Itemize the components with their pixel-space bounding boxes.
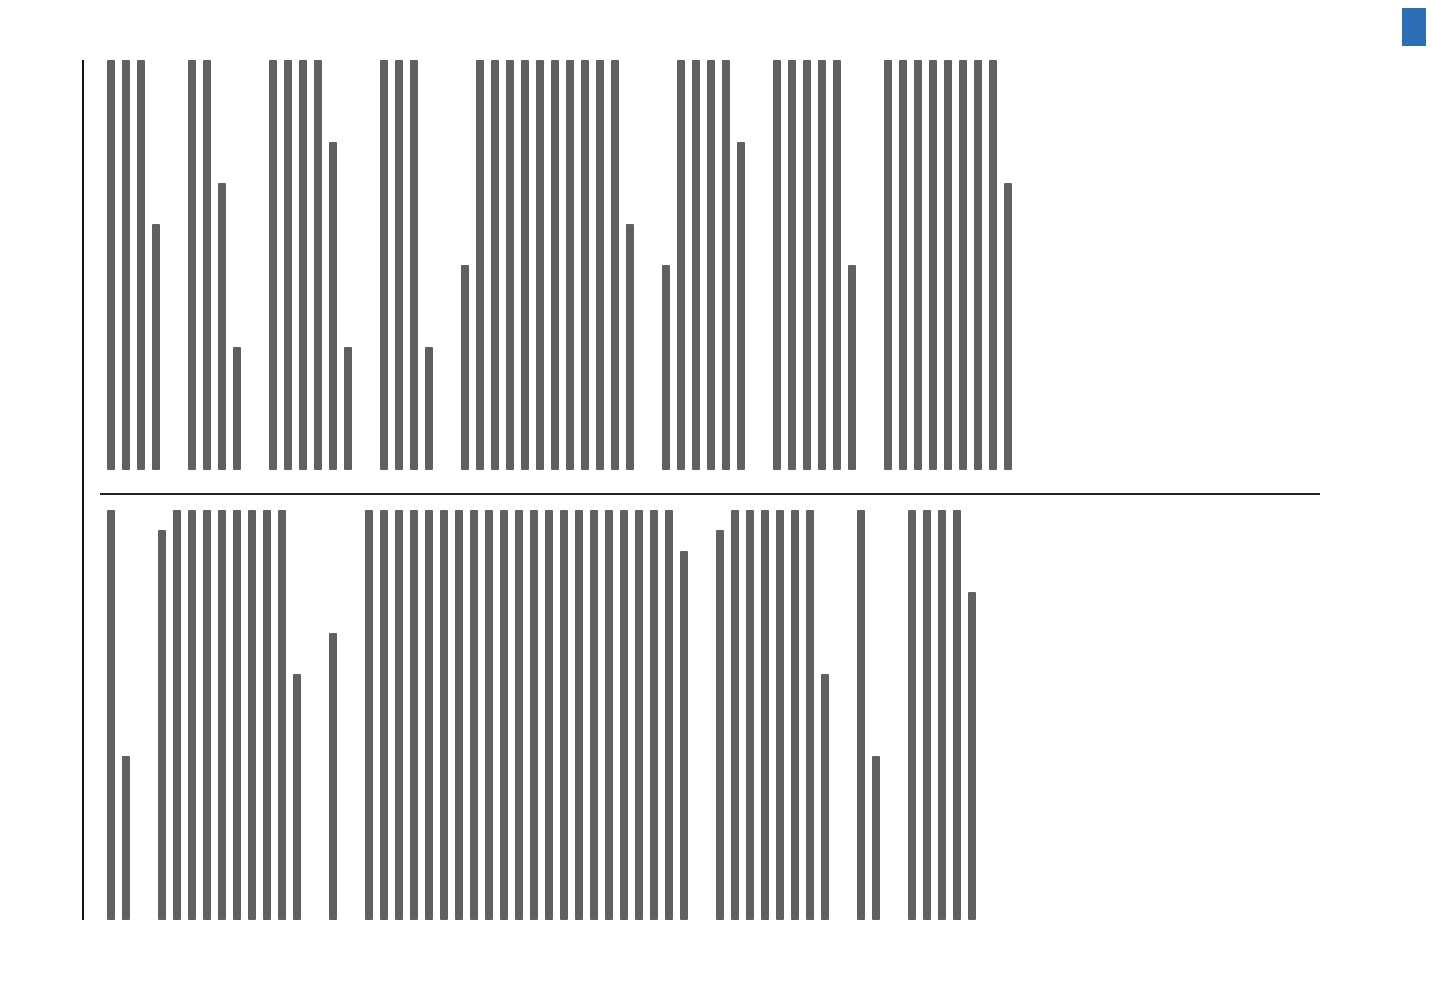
text-line xyxy=(989,60,997,470)
text-line xyxy=(278,510,286,920)
text-line xyxy=(425,347,433,470)
text-line xyxy=(803,60,811,470)
text-line xyxy=(380,510,388,920)
text-line xyxy=(380,60,388,470)
text-line xyxy=(677,60,685,470)
text-line xyxy=(203,60,211,470)
text-line xyxy=(107,60,115,470)
text-line xyxy=(974,60,982,470)
text-line xyxy=(680,551,688,920)
text-line xyxy=(611,60,619,470)
text-line xyxy=(536,60,544,470)
text-line xyxy=(545,510,553,920)
text-line xyxy=(791,510,799,920)
text-line xyxy=(158,531,166,921)
digitization-credit xyxy=(1402,0,1424,1000)
text-line xyxy=(899,60,907,470)
text-line xyxy=(938,510,946,920)
text-line xyxy=(560,510,568,920)
text-line xyxy=(731,510,739,920)
text-line xyxy=(746,510,754,920)
text-line xyxy=(884,60,892,470)
text-line xyxy=(263,510,271,920)
text-line xyxy=(575,510,583,920)
text-line xyxy=(581,60,589,470)
text-line xyxy=(716,531,724,921)
text-line xyxy=(269,60,277,470)
text-line xyxy=(218,183,226,470)
text-line xyxy=(857,510,865,920)
text-line xyxy=(506,60,514,470)
text-line xyxy=(344,347,352,470)
text-line xyxy=(821,674,829,920)
text-line xyxy=(173,510,181,920)
text-line xyxy=(455,510,463,920)
text-line xyxy=(137,60,145,470)
text-line xyxy=(188,510,196,920)
text-line xyxy=(551,60,559,470)
text-line xyxy=(635,510,643,920)
text-line xyxy=(329,142,337,470)
text-line xyxy=(188,60,196,470)
text-line xyxy=(944,60,952,470)
right-column xyxy=(100,60,1320,470)
text-line xyxy=(395,60,403,470)
text-line xyxy=(773,60,781,470)
text-line xyxy=(788,60,796,470)
text-line xyxy=(395,510,403,920)
text-line xyxy=(470,510,478,920)
column-divider xyxy=(100,493,1320,495)
text-line xyxy=(218,510,226,920)
left-column xyxy=(100,510,1320,920)
text-line xyxy=(410,60,418,470)
text-line xyxy=(314,60,322,470)
text-line xyxy=(872,756,880,920)
text-line xyxy=(908,510,916,920)
text-line xyxy=(107,510,115,920)
text-line xyxy=(953,510,961,920)
text-line xyxy=(284,60,292,470)
text-line xyxy=(929,60,937,470)
text-line xyxy=(530,510,538,920)
text-line xyxy=(425,510,433,920)
text-line xyxy=(440,510,448,920)
text-line xyxy=(293,674,301,920)
text-line xyxy=(485,510,493,920)
text-line xyxy=(329,633,337,920)
text-line xyxy=(500,510,508,920)
text-line xyxy=(233,347,241,470)
text-line xyxy=(722,60,730,470)
text-line xyxy=(737,142,745,470)
text-line xyxy=(152,224,160,470)
text-line xyxy=(959,60,967,470)
page-header xyxy=(40,60,84,920)
text-line xyxy=(848,265,856,470)
text-line xyxy=(521,60,529,470)
text-line xyxy=(626,224,634,470)
text-line xyxy=(233,510,241,920)
text-line xyxy=(650,510,658,920)
text-line xyxy=(761,510,769,920)
text-line xyxy=(707,60,715,470)
text-line xyxy=(620,510,628,920)
text-line xyxy=(806,510,814,920)
text-line xyxy=(365,510,373,920)
text-line xyxy=(596,60,604,470)
text-line xyxy=(299,60,307,470)
text-line xyxy=(410,510,418,920)
text-line xyxy=(590,510,598,920)
text-line xyxy=(692,60,700,470)
text-line xyxy=(491,60,499,470)
text-line xyxy=(818,60,826,470)
text-line xyxy=(968,592,976,920)
text-line xyxy=(605,510,613,920)
text-line xyxy=(122,60,130,470)
text-line xyxy=(248,510,256,920)
text-line xyxy=(665,510,673,920)
text-line xyxy=(914,60,922,470)
text-line xyxy=(1004,183,1012,470)
text-line xyxy=(461,265,469,470)
text-line xyxy=(662,265,670,470)
text-line xyxy=(122,756,130,920)
text-line xyxy=(566,60,574,470)
text-line xyxy=(833,60,841,470)
text-line xyxy=(476,60,484,470)
text-line xyxy=(923,510,931,920)
text-line xyxy=(776,510,784,920)
text-line xyxy=(515,510,523,920)
text-line xyxy=(203,510,211,920)
